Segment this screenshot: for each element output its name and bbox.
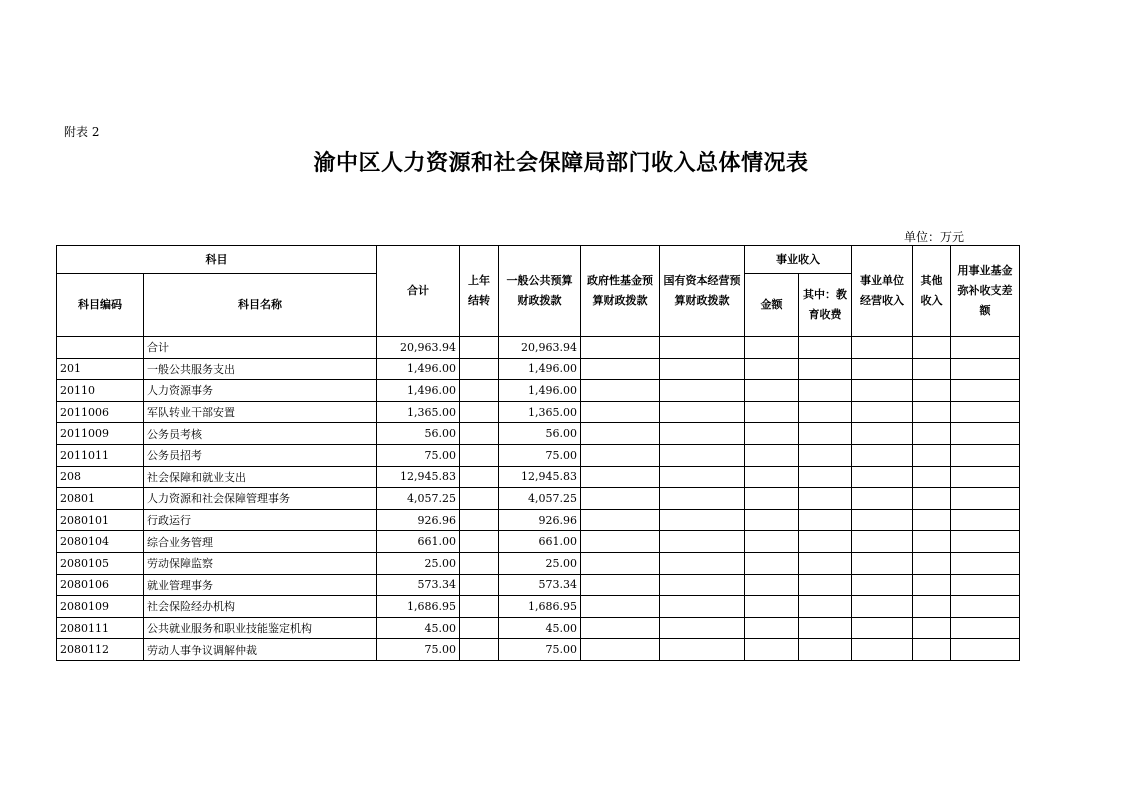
header-fund-offset: 用事业基金弥补收支差额 bbox=[951, 246, 1020, 337]
cell-total: 75.00 bbox=[377, 639, 460, 661]
cell-name: 公务员考核 bbox=[144, 423, 377, 445]
cell-amount bbox=[745, 337, 799, 359]
cell-gov-fund bbox=[581, 531, 660, 553]
cell-fund-offset bbox=[951, 423, 1020, 445]
cell-amount bbox=[745, 509, 799, 531]
cell-name: 人力资源事务 bbox=[144, 380, 377, 402]
cell-other-income bbox=[913, 488, 951, 510]
cell-state-capital bbox=[660, 617, 745, 639]
cell-name: 综合业务管理 bbox=[144, 531, 377, 553]
cell-state-capital bbox=[660, 423, 745, 445]
cell-education-fee bbox=[799, 617, 852, 639]
cell-amount bbox=[745, 358, 799, 380]
cell-gov-fund bbox=[581, 401, 660, 423]
unit-label: 单位：万元 bbox=[903, 230, 964, 244]
income-table bbox=[56, 245, 1020, 661]
cell-operating-income bbox=[852, 552, 913, 574]
cell-general-budget: 1,496.00 bbox=[499, 358, 581, 380]
table-header bbox=[57, 246, 1020, 337]
cell-amount bbox=[745, 423, 799, 445]
header-carryover: 上年结转 bbox=[460, 246, 499, 337]
cell-fund-offset bbox=[951, 596, 1020, 618]
cell-total: 1,496.00 bbox=[377, 358, 460, 380]
header-gov-fund: 政府性基金预算财政拨款 bbox=[581, 246, 660, 337]
cell-amount bbox=[745, 639, 799, 661]
cell-total: 45.00 bbox=[377, 617, 460, 639]
cell-education-fee bbox=[799, 423, 852, 445]
header-subject-name: 科目名称 bbox=[144, 274, 377, 337]
cell-fund-offset bbox=[951, 401, 1020, 423]
cell-name: 军队转业干部安置 bbox=[144, 401, 377, 423]
cell-amount bbox=[745, 617, 799, 639]
cell-education-fee bbox=[799, 380, 852, 402]
cell-code: 2011009 bbox=[57, 423, 144, 445]
cell-state-capital bbox=[660, 337, 745, 359]
table-row bbox=[57, 509, 1020, 531]
cell-code: 2080106 bbox=[57, 574, 144, 596]
cell-name: 一般公共服务支出 bbox=[144, 358, 377, 380]
cell-amount bbox=[745, 401, 799, 423]
header-other-income: 其他收入 bbox=[913, 246, 951, 337]
cell-total: 1,365.00 bbox=[377, 401, 460, 423]
table-row bbox=[57, 596, 1020, 618]
cell-code: 208 bbox=[57, 466, 144, 488]
cell-name: 合计 bbox=[144, 337, 377, 359]
cell-amount bbox=[745, 444, 799, 466]
table-row bbox=[57, 552, 1020, 574]
cell-state-capital bbox=[660, 444, 745, 466]
cell-operating-income bbox=[852, 617, 913, 639]
cell-operating-income bbox=[852, 401, 913, 423]
cell-state-capital bbox=[660, 488, 745, 510]
cell-other-income bbox=[913, 337, 951, 359]
cell-general-budget: 926.96 bbox=[499, 509, 581, 531]
cell-carryover bbox=[460, 531, 499, 553]
cell-code: 2080109 bbox=[57, 596, 144, 618]
cell-amount bbox=[745, 531, 799, 553]
cell-gov-fund bbox=[581, 380, 660, 402]
cell-general-budget: 573.34 bbox=[499, 574, 581, 596]
cell-education-fee bbox=[799, 639, 852, 661]
cell-name: 社会保障和就业支出 bbox=[144, 466, 377, 488]
cell-fund-offset bbox=[951, 444, 1020, 466]
cell-code: 2080105 bbox=[57, 552, 144, 574]
header-general-budget: 一般公共预算财政拨款 bbox=[499, 246, 581, 337]
cell-fund-offset bbox=[951, 639, 1020, 661]
cell-other-income bbox=[913, 552, 951, 574]
cell-amount bbox=[745, 380, 799, 402]
cell-total: 20,963.94 bbox=[377, 337, 460, 359]
table-body bbox=[57, 337, 1020, 661]
cell-operating-income bbox=[852, 444, 913, 466]
cell-other-income bbox=[913, 401, 951, 423]
cell-education-fee bbox=[799, 596, 852, 618]
table-row bbox=[57, 337, 1020, 359]
cell-name: 行政运行 bbox=[144, 509, 377, 531]
cell-state-capital bbox=[660, 596, 745, 618]
table-row bbox=[57, 423, 1020, 445]
page-title: 渝中区人力资源和社会保障局部门收入总体情况表 bbox=[313, 151, 809, 176]
cell-total: 75.00 bbox=[377, 444, 460, 466]
cell-amount bbox=[745, 596, 799, 618]
cell-other-income bbox=[913, 423, 951, 445]
cell-other-income bbox=[913, 639, 951, 661]
cell-other-income bbox=[913, 466, 951, 488]
cell-carryover bbox=[460, 574, 499, 596]
cell-education-fee bbox=[799, 401, 852, 423]
cell-name: 劳动人事争议调解仲裁 bbox=[144, 639, 377, 661]
cell-education-fee bbox=[799, 488, 852, 510]
cell-carryover bbox=[460, 380, 499, 402]
table-row bbox=[57, 444, 1020, 466]
cell-carryover bbox=[460, 617, 499, 639]
cell-operating-income bbox=[852, 488, 913, 510]
cell-carryover bbox=[460, 639, 499, 661]
cell-carryover bbox=[460, 509, 499, 531]
cell-other-income bbox=[913, 596, 951, 618]
cell-fund-offset bbox=[951, 552, 1020, 574]
cell-general-budget: 75.00 bbox=[499, 444, 581, 466]
cell-operating-income bbox=[852, 380, 913, 402]
table-row bbox=[57, 380, 1020, 402]
cell-general-budget: 1,686.95 bbox=[499, 596, 581, 618]
cell-education-fee bbox=[799, 466, 852, 488]
cell-name: 劳动保障监察 bbox=[144, 552, 377, 574]
cell-other-income bbox=[913, 617, 951, 639]
cell-general-budget: 25.00 bbox=[499, 552, 581, 574]
cell-operating-income bbox=[852, 531, 913, 553]
cell-name: 公共就业服务和职业技能鉴定机构 bbox=[144, 617, 377, 639]
cell-education-fee bbox=[799, 531, 852, 553]
cell-gov-fund bbox=[581, 444, 660, 466]
cell-fund-offset bbox=[951, 466, 1020, 488]
cell-total: 56.00 bbox=[377, 423, 460, 445]
cell-carryover bbox=[460, 401, 499, 423]
cell-total: 1,686.95 bbox=[377, 596, 460, 618]
cell-other-income bbox=[913, 531, 951, 553]
cell-general-budget: 661.00 bbox=[499, 531, 581, 553]
cell-amount bbox=[745, 552, 799, 574]
header-amount: 金额 bbox=[745, 274, 799, 337]
cell-gov-fund bbox=[581, 639, 660, 661]
cell-fund-offset bbox=[951, 531, 1020, 553]
cell-general-budget: 45.00 bbox=[499, 617, 581, 639]
cell-carryover bbox=[460, 337, 499, 359]
cell-fund-offset bbox=[951, 358, 1020, 380]
attachment-label: 附表 2 bbox=[64, 125, 100, 139]
cell-gov-fund bbox=[581, 488, 660, 510]
cell-carryover bbox=[460, 423, 499, 445]
cell-carryover bbox=[460, 444, 499, 466]
cell-general-budget: 12,945.83 bbox=[499, 466, 581, 488]
cell-total: 1,496.00 bbox=[377, 380, 460, 402]
cell-general-budget: 56.00 bbox=[499, 423, 581, 445]
cell-fund-offset bbox=[951, 380, 1020, 402]
cell-operating-income bbox=[852, 423, 913, 445]
cell-total: 573.34 bbox=[377, 574, 460, 596]
cell-name: 人力资源和社会保障管理事务 bbox=[144, 488, 377, 510]
cell-code: 20110 bbox=[57, 380, 144, 402]
cell-state-capital bbox=[660, 639, 745, 661]
cell-carryover bbox=[460, 596, 499, 618]
cell-general-budget: 75.00 bbox=[499, 639, 581, 661]
cell-name: 社会保险经办机构 bbox=[144, 596, 377, 618]
cell-state-capital bbox=[660, 531, 745, 553]
cell-education-fee bbox=[799, 509, 852, 531]
cell-other-income bbox=[913, 358, 951, 380]
cell-operating-income bbox=[852, 466, 913, 488]
cell-name: 公务员招考 bbox=[144, 444, 377, 466]
cell-operating-income bbox=[852, 574, 913, 596]
cell-other-income bbox=[913, 574, 951, 596]
cell-state-capital bbox=[660, 552, 745, 574]
cell-state-capital bbox=[660, 380, 745, 402]
table-row bbox=[57, 466, 1020, 488]
cell-education-fee bbox=[799, 358, 852, 380]
cell-gov-fund bbox=[581, 574, 660, 596]
cell-carryover bbox=[460, 488, 499, 510]
cell-code: 2011006 bbox=[57, 401, 144, 423]
cell-amount bbox=[745, 488, 799, 510]
table-row bbox=[57, 358, 1020, 380]
table-row bbox=[57, 488, 1020, 510]
cell-amount bbox=[745, 574, 799, 596]
table-row bbox=[57, 531, 1020, 553]
cell-gov-fund bbox=[581, 509, 660, 531]
cell-carryover bbox=[460, 466, 499, 488]
cell-code: 2080104 bbox=[57, 531, 144, 553]
cell-operating-income bbox=[852, 639, 913, 661]
header-subject-code: 科目编码 bbox=[57, 274, 144, 337]
cell-fund-offset bbox=[951, 337, 1020, 359]
cell-gov-fund bbox=[581, 596, 660, 618]
cell-education-fee bbox=[799, 552, 852, 574]
header-operating-income: 事业单位经营收入 bbox=[852, 246, 913, 337]
header-education-fee: 其中：教育收费 bbox=[799, 274, 852, 337]
cell-amount bbox=[745, 466, 799, 488]
cell-other-income bbox=[913, 509, 951, 531]
cell-general-budget: 4,057.25 bbox=[499, 488, 581, 510]
cell-gov-fund bbox=[581, 466, 660, 488]
cell-total: 4,057.25 bbox=[377, 488, 460, 510]
cell-fund-offset bbox=[951, 509, 1020, 531]
cell-carryover bbox=[460, 358, 499, 380]
cell-operating-income bbox=[852, 596, 913, 618]
table-row bbox=[57, 401, 1020, 423]
cell-other-income bbox=[913, 380, 951, 402]
cell-gov-fund bbox=[581, 358, 660, 380]
cell-other-income bbox=[913, 444, 951, 466]
cell-gov-fund bbox=[581, 552, 660, 574]
header-subject: 科目 bbox=[57, 246, 377, 274]
cell-gov-fund bbox=[581, 423, 660, 445]
cell-state-capital bbox=[660, 509, 745, 531]
table-row bbox=[57, 617, 1020, 639]
cell-code: 201 bbox=[57, 358, 144, 380]
cell-state-capital bbox=[660, 401, 745, 423]
cell-state-capital bbox=[660, 466, 745, 488]
cell-operating-income bbox=[852, 337, 913, 359]
cell-name: 就业管理事务 bbox=[144, 574, 377, 596]
cell-total: 25.00 bbox=[377, 552, 460, 574]
cell-education-fee bbox=[799, 337, 852, 359]
cell-general-budget: 1,496.00 bbox=[499, 380, 581, 402]
cell-code: 2080112 bbox=[57, 639, 144, 661]
cell-operating-income bbox=[852, 358, 913, 380]
cell-operating-income bbox=[852, 509, 913, 531]
header-total: 合计 bbox=[377, 246, 460, 337]
cell-general-budget: 1,365.00 bbox=[499, 401, 581, 423]
table-row bbox=[57, 574, 1020, 596]
table-row bbox=[57, 639, 1020, 661]
cell-education-fee bbox=[799, 574, 852, 596]
cell-education-fee bbox=[799, 444, 852, 466]
cell-fund-offset bbox=[951, 617, 1020, 639]
cell-total: 926.96 bbox=[377, 509, 460, 531]
cell-total: 12,945.83 bbox=[377, 466, 460, 488]
cell-fund-offset bbox=[951, 574, 1020, 596]
header-state-capital: 国有资本经营预算财政拨款 bbox=[660, 246, 745, 337]
header-institution-income: 事业收入 bbox=[745, 246, 852, 274]
cell-code: 2011011 bbox=[57, 444, 144, 466]
cell-code bbox=[57, 337, 144, 359]
cell-code: 20801 bbox=[57, 488, 144, 510]
cell-fund-offset bbox=[951, 488, 1020, 510]
cell-code: 2080101 bbox=[57, 509, 144, 531]
cell-general-budget: 20,963.94 bbox=[499, 337, 581, 359]
cell-gov-fund bbox=[581, 617, 660, 639]
cell-carryover bbox=[460, 552, 499, 574]
cell-code: 2080111 bbox=[57, 617, 144, 639]
cell-state-capital bbox=[660, 574, 745, 596]
cell-state-capital bbox=[660, 358, 745, 380]
cell-gov-fund bbox=[581, 337, 660, 359]
cell-total: 661.00 bbox=[377, 531, 460, 553]
